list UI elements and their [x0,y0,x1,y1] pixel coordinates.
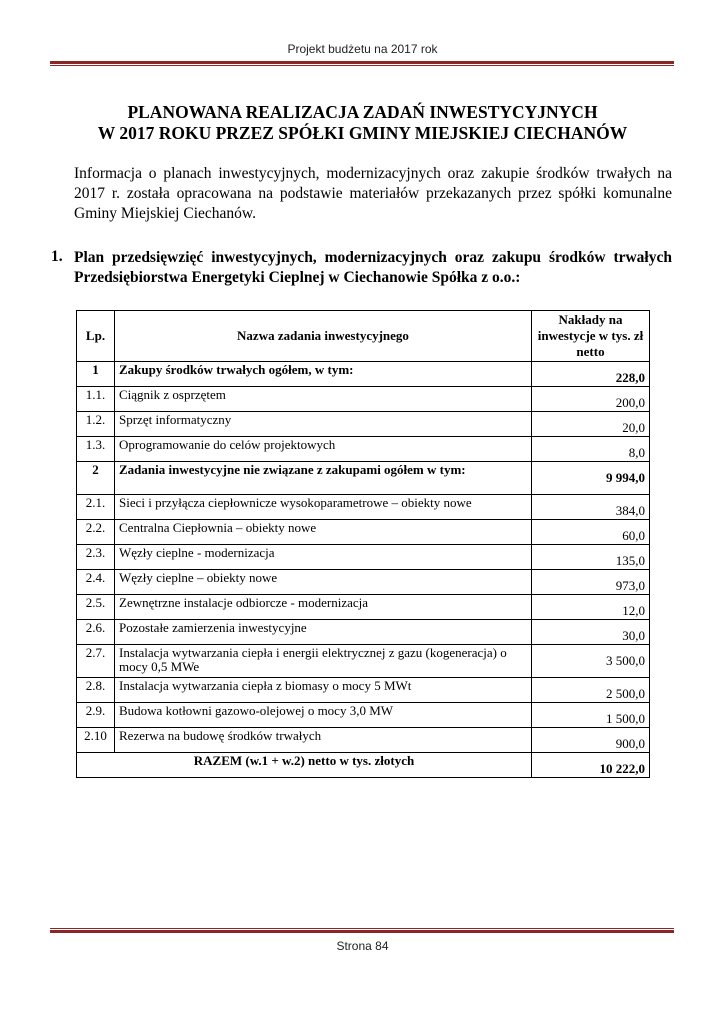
intro-paragraph: Informacja o planach inwestycyjnych, modernizacyjnych oraz zakupie środków trwałych na 2017 r. została opracowana na podstawie materiałów przekazanych przez spółki komunalne Gminy Miejskiej Ciechanów. [74,165,672,222]
row-value: 60,0 [532,520,650,545]
table-row [77,437,650,462]
header-task-name: Nazwa zadania inwestycyjnego [115,311,532,362]
row-name: Sieci i przyłącza ciepłownicze wysokoparametrowe – obiekty nowe [115,495,532,520]
section-number: 1. [51,248,63,265]
section-heading: Plan przedsięwzięć inwestycyjnych, modernizacyjnych oraz zakupu środków trwałych Przedsiębiorstwa Energetyki Cieplnej w Ciechanowie Spółka z o.o.: [74,249,672,286]
header-outlays: Nakłady na inwestycje w tys. zł netto [532,311,650,362]
table-row [77,703,650,728]
investment-table [76,310,650,778]
row-lp: 2.1. [77,495,115,520]
row-name: Instalacja wytwarzania ciepła z biomasy o mocy 5 MWt [115,678,532,703]
table-row [77,678,650,703]
row-lp: 2.9. [77,703,115,728]
row-name: Ciągnik z osprzętem [115,387,532,412]
table-row [77,728,650,753]
row-name: Budowa kotłowni gazowo-olejowej o mocy 3,0 MW [115,703,532,728]
page-title [0,102,725,144]
table-row [77,520,650,545]
row-name: Rezerwa na budowę środków trwałych [115,728,532,753]
row-value: 973,0 [532,570,650,595]
page-title-line-2: W 2017 ROKU PRZEZ SPÓŁKI GMINY MIEJSKIEJ CIECHANÓW [97,123,628,143]
table-row [77,570,650,595]
row-name: Zakupy środków trwałych ogółem, w tym: [115,362,532,387]
row-name: Węzły cieplne – obiekty nowe [115,570,532,595]
page-number: Strona 84 [336,939,389,953]
row-value: 135,0 [532,545,650,570]
total-label: RAZEM (w.1 + w.2) netto w tys. złotych [77,753,532,778]
row-lp: 2.10 [77,728,115,753]
row-lp: 2 [77,462,115,495]
row-value: 200,0 [532,387,650,412]
row-name: Centralna Ciepłownia – obiekty nowe [115,520,532,545]
row-lp: 2.8. [77,678,115,703]
row-value: 12,0 [532,595,650,620]
row-value: 384,0 [532,495,650,520]
row-lp: 1 [77,362,115,387]
row-name: Zewnętrzne instalacje odbiorcze - modernizacja [115,595,532,620]
row-name: Pozostałe zamierzenia inwestycyjne [115,620,532,645]
row-value: 900,0 [532,728,650,753]
table-row [77,545,650,570]
table-row [77,362,650,387]
total-value: 10 222,0 [532,753,650,778]
row-value: 1 500,0 [532,703,650,728]
page-header: Projekt budżetu na 2017 rok [287,42,438,56]
table-total-row [77,753,650,778]
row-lp: 1.2. [77,412,115,437]
row-name: Węzły cieplne - modernizacja [115,545,532,570]
row-lp: 2.2. [77,520,115,545]
page-title-line-1: PLANOWANA REALIZACJA ZADAŃ INWESTYCYJNYCH [127,102,598,122]
row-lp: 1.3. [77,437,115,462]
row-value: 30,0 [532,620,650,645]
row-name: Zadania inwestycyjne nie związane z zakupami ogółem w tym: [115,462,532,495]
row-value: 8,0 [532,437,650,462]
table-row [77,462,650,495]
row-value: 228,0 [532,362,650,387]
row-name: Oprogramowanie do celów projektowych [115,437,532,462]
table-row [77,387,650,412]
row-lp: 2.6. [77,620,115,645]
row-value: 9 994,0 [532,462,650,495]
row-value: 3 500,0 [532,645,650,678]
table-row [77,412,650,437]
row-lp: 2.7. [77,645,115,678]
row-lp: 2.3. [77,545,115,570]
row-value: 2 500,0 [532,678,650,703]
header-lp: Lp. [77,311,115,362]
row-lp: 2.5. [77,595,115,620]
row-lp: 2.4. [77,570,115,595]
footer-divider [50,928,674,933]
table-header-row [77,311,650,362]
table-row [77,620,650,645]
table-row [77,645,650,678]
header-divider [50,61,674,66]
row-name: Instalacja wytwarzania ciepła i energii elektrycznej z gazu (kogeneracja) o mocy 0,5 MWe [115,645,532,678]
table-row [77,495,650,520]
row-value: 20,0 [532,412,650,437]
table-row [77,595,650,620]
row-lp: 1.1. [77,387,115,412]
row-name: Sprzęt informatyczny [115,412,532,437]
